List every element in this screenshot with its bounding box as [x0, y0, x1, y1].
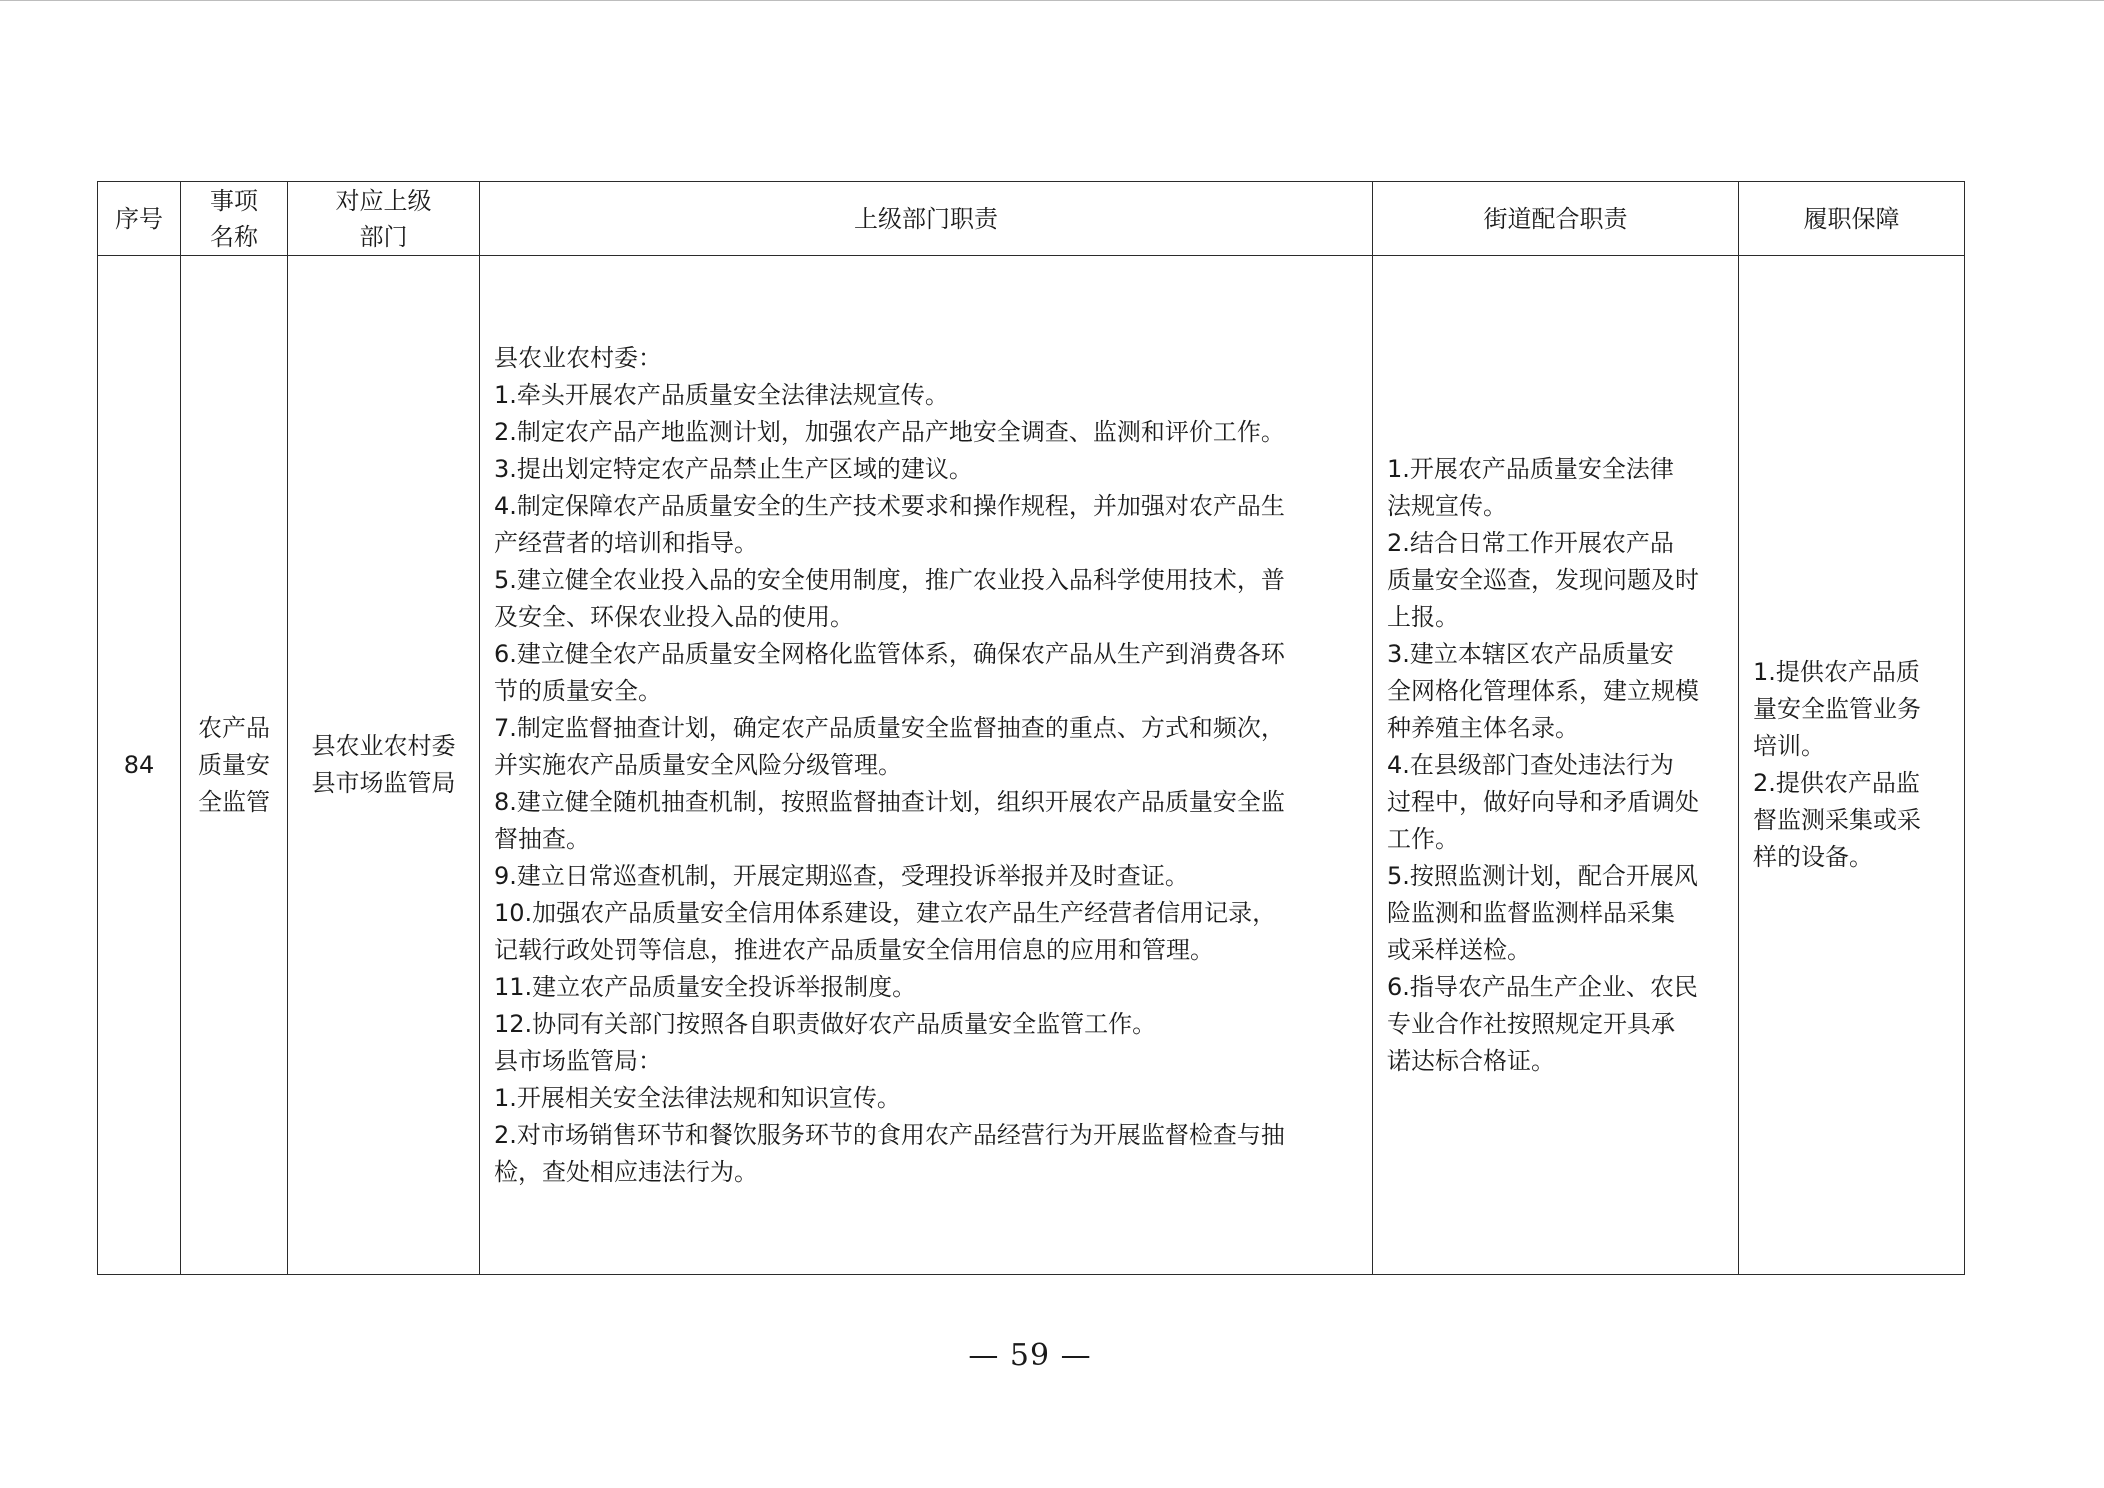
page-number: — 59 —: [968, 1338, 1092, 1373]
duty-line: 检，查处相应违法行为。: [494, 1157, 758, 1186]
table-header-row: [98, 182, 1965, 256]
street-duty-line: 上报。: [1387, 602, 1459, 631]
duty-line: 县市场监管局：: [494, 1046, 662, 1075]
street-duty-line: 5.按照监测计划，配合开展风: [1387, 861, 1698, 890]
cell-guarantee: [1739, 256, 1965, 1275]
duty-line: 1.开展相关安全法律法规和知识宣传。: [494, 1083, 901, 1112]
cell-item-name: 农产品 质量安 全监管: [181, 256, 288, 1275]
street-duty-line: 2.结合日常工作开展农产品: [1387, 528, 1674, 557]
guarantee-line: 培训。: [1753, 732, 1825, 760]
guarantee-line: 督监测采集或采: [1753, 806, 1921, 834]
street-duty-line: 工作。: [1387, 824, 1459, 853]
header-item-name: 事项 名称: [181, 182, 288, 256]
header-upper-duties: 上级部门职责: [480, 182, 1373, 256]
cell-street-duties: [1373, 256, 1739, 1275]
street-duty-line: 1.开展农产品质量安全法律: [1387, 454, 1674, 483]
street-duty-line: 专业合作社按照规定开具承: [1387, 1009, 1675, 1038]
duty-line: 2.对市场销售环节和餐饮服务环节的食用农产品经营行为开展监督检查与抽: [494, 1120, 1285, 1149]
duty-line: 督抽查。: [494, 824, 590, 853]
street-duty-line: 险监测和监督监测样品采集: [1387, 898, 1675, 927]
duty-line: 产经营者的培训和指导。: [494, 528, 758, 557]
guarantee-line: 1.提供农产品质: [1753, 658, 1920, 686]
guarantee-line: 2.提供农产品监: [1753, 769, 1920, 797]
street-duty-line: 6.指导农产品生产企业、农民: [1387, 972, 1698, 1001]
guarantee-line: 量安全监管业务: [1753, 695, 1921, 723]
duty-line: 4.制定保障农产品质量安全的生产技术要求和操作规程，并加强对农产品生: [494, 491, 1285, 520]
street-duty-line: 3.建立本辖区农产品质量安: [1387, 639, 1674, 668]
header-seq: 序号: [98, 182, 181, 256]
duty-line: 2.制定农产品产地监测计划，加强农产品产地安全调查、监测和评价工作。: [494, 417, 1285, 446]
header-street-duties: 街道配合职责: [1373, 182, 1739, 256]
street-duty-line: 4.在县级部门查处违法行为: [1387, 750, 1674, 779]
header-guarantee: 履职保障: [1739, 182, 1965, 256]
duty-table: [97, 181, 1965, 1275]
duty-line: 记载行政处罚等信息，推进农产品质量安全信用信息的应用和管理。: [494, 935, 1214, 964]
street-duty-line: 种养殖主体名录。: [1387, 713, 1579, 742]
street-duty-line: 诺达标合格证。: [1387, 1046, 1555, 1075]
duty-line: 11.建立农产品质量安全投诉举报制度。: [494, 972, 917, 1001]
duty-line: 1.牵头开展农产品质量安全法律法规宣传。: [494, 380, 949, 409]
cell-upper-dept: 县农业农村委 县市场监管局: [288, 256, 480, 1275]
header-upper-dept: 对应上级 部门: [288, 182, 480, 256]
duty-line: 10.加强农产品质量安全信用体系建设，建立农产品生产经营者信用记录，: [494, 898, 1277, 927]
duty-line: 6.建立健全农产品质量安全网格化监管体系，确保农产品从生产到消费各环: [494, 639, 1285, 668]
street-duty-line: 法规宣传。: [1387, 491, 1507, 520]
duty-line: 8.建立健全随机抽查机制，按照监督抽查计划，组织开展农产品质量安全监: [494, 787, 1285, 816]
guarantee-line: 样的设备。: [1753, 843, 1873, 871]
street-duty-line: 全网格化管理体系，建立规模: [1387, 676, 1699, 705]
cell-seq: 84: [98, 256, 181, 1275]
duty-line: 节的质量安全。: [494, 676, 662, 705]
street-duty-line: 质量安全巡查，发现问题及时: [1387, 565, 1699, 594]
duty-line: 并实施农产品质量安全风险分级管理。: [494, 750, 902, 779]
duty-line: 9.建立日常巡查机制，开展定期巡查，受理投诉举报并及时查证。: [494, 861, 1189, 890]
duty-line: 3.提出划定特定农产品禁止生产区域的建议。: [494, 454, 973, 483]
duty-line: 5.建立健全农业投入品的安全使用制度，推广农业投入品科学使用技术，普: [494, 565, 1285, 594]
street-duty-line: 过程中，做好向导和矛盾调处: [1387, 787, 1699, 816]
table-row: [98, 256, 1965, 1275]
cell-upper-duties: [480, 256, 1373, 1275]
top-border-line: [0, 0, 2104, 1]
duty-line: 及安全、环保农业投入品的使用。: [494, 602, 854, 631]
duty-line: 县农业农村委：: [494, 343, 662, 372]
duty-line: 12.协同有关部门按照各自职责做好农产品质量安全监管工作。: [494, 1009, 1157, 1038]
duty-line: 7.制定监督抽查计划，确定农产品质量安全监督抽查的重点、方式和频次，: [494, 713, 1285, 742]
street-duty-line: 或采样送检。: [1387, 935, 1531, 964]
